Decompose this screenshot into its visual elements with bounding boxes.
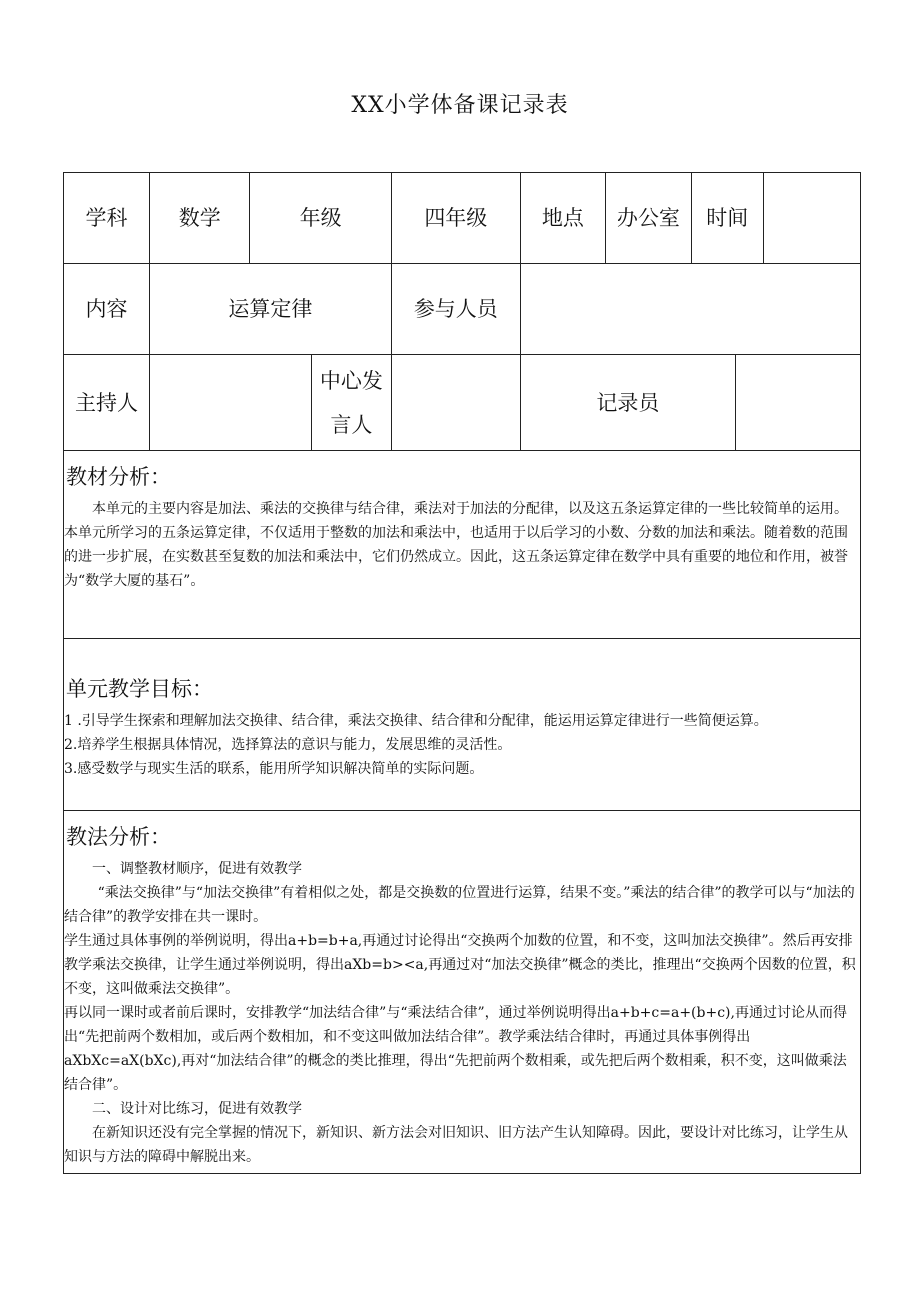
speaker-label-line1: 中心发 xyxy=(319,368,383,393)
speaker-label-line2: 言人 xyxy=(330,412,373,437)
speaker-label xyxy=(311,355,391,451)
grade-label: 年级 xyxy=(250,173,391,264)
subject-label: 学科 xyxy=(64,173,150,264)
speaker-value[interactable] xyxy=(391,355,520,451)
material-analysis-section xyxy=(64,451,861,639)
unit-goals-section xyxy=(64,639,861,811)
unit-goal-item: 3.感受数学与现实生活的联系，能用所学知识解决简单的实际问题。 xyxy=(64,761,484,777)
method-paragraph: 再以同一课时或者前后课时，安排教学“加法结合律”与“乘法结合律”，通过举例说明得出a+b+c=a+(b+c),再通过讨论从而得出“先把前两个数相加，或后两个数相加，和不变这叫做加法结合律”。教学乘法结合律时，再通过具体事例得出aXbXc=aX(bXc),再对“加法结合律”的概念的类比推理，得出“先把前两个数相乘，或先把后两个数相乘，积不变，这叫做乘法结合律”。 xyxy=(64,1005,847,1093)
record-table xyxy=(63,172,861,1174)
page-title: XX小学体备课记录表 xyxy=(351,93,569,118)
material-analysis-heading: 教材分析： xyxy=(66,465,171,489)
grade-value: 四年级 xyxy=(391,173,520,264)
content-value: 运算定律 xyxy=(150,264,392,355)
unit-goal-item: 2.培养学生根据具体情况，选择算法的意识与能力，发展思维的灵活性。 xyxy=(64,737,512,753)
time-label: 时间 xyxy=(691,173,763,264)
unit-goals-heading: 单元教学目标： xyxy=(66,677,213,701)
host-label: 主持人 xyxy=(64,355,150,451)
time-value[interactable] xyxy=(763,173,860,264)
participants-value[interactable] xyxy=(520,264,860,355)
material-analysis-text: 本单元的主要内容是加法、乘法的交换律与结合律，乘法对于加法的分配律，以及这五条运算定律的一些比较简单的运用。本单元所学习的五条运算定律，不仅适用于整数的加法和乘法中，也适用于以后学习的小数、分数的加法和乘法。随着数的范围的进一步扩展，在实数甚至复数的加法和乘法中，它们仍然成立。因此，这五条运算定律在数学中具有重要的地位和作用，被誉为“数学大厦的基石”。 xyxy=(64,501,848,589)
method-paragraph: 学生通过具体事例的举例说明，得出a+b=b+a,再通过讨论得出“交换两个加数的位置，和不变，这叫加法交换律”。然后再安排教学乘法交换律，让学生通过举例说明，得出aXb=b><a,再通过对“加法交换律”概念的类比，推理出“交换两个因数的位置，积不变，这叫做乘法交换律”。 xyxy=(64,933,856,997)
recorder-value[interactable] xyxy=(735,355,860,451)
place-label: 地点 xyxy=(520,173,605,264)
teaching-method-heading: 教法分析： xyxy=(66,825,171,849)
method-paragraph: “乘法交换律”与“加法交换律”有着相似之处，都是交换数的位置进行运算，结果不变。”乘法的结合律”的教学可以与“加法的结合律”的教学安排在共一课时。 xyxy=(64,885,855,925)
unit-goal-item: 1 .引导学生探索和理解加法交换律、结合律，乘法交换律、结合律和分配律，能运用运算定律进行一些简便运算。 xyxy=(64,713,768,729)
method-paragraph: 二、设计对比练习，促进有效教学 xyxy=(92,1101,302,1117)
subject-value: 数学 xyxy=(150,173,250,264)
host-value[interactable] xyxy=(150,355,312,451)
participants-label: 参与人员 xyxy=(391,264,520,355)
teaching-method-section xyxy=(64,811,861,1174)
method-paragraph: 在新知识还没有完全掌握的情况下，新知识、新方法会对旧知识、旧方法产生认知障碍。因此，要设计对比练习，让学生从知识与方法的障碍中解脱出来。 xyxy=(64,1125,848,1165)
recorder-label: 记录员 xyxy=(520,355,735,451)
place-value: 办公室 xyxy=(605,173,691,264)
content-label: 内容 xyxy=(64,264,150,355)
method-paragraph: 一、调整教材顺序，促进有效教学 xyxy=(92,861,302,877)
